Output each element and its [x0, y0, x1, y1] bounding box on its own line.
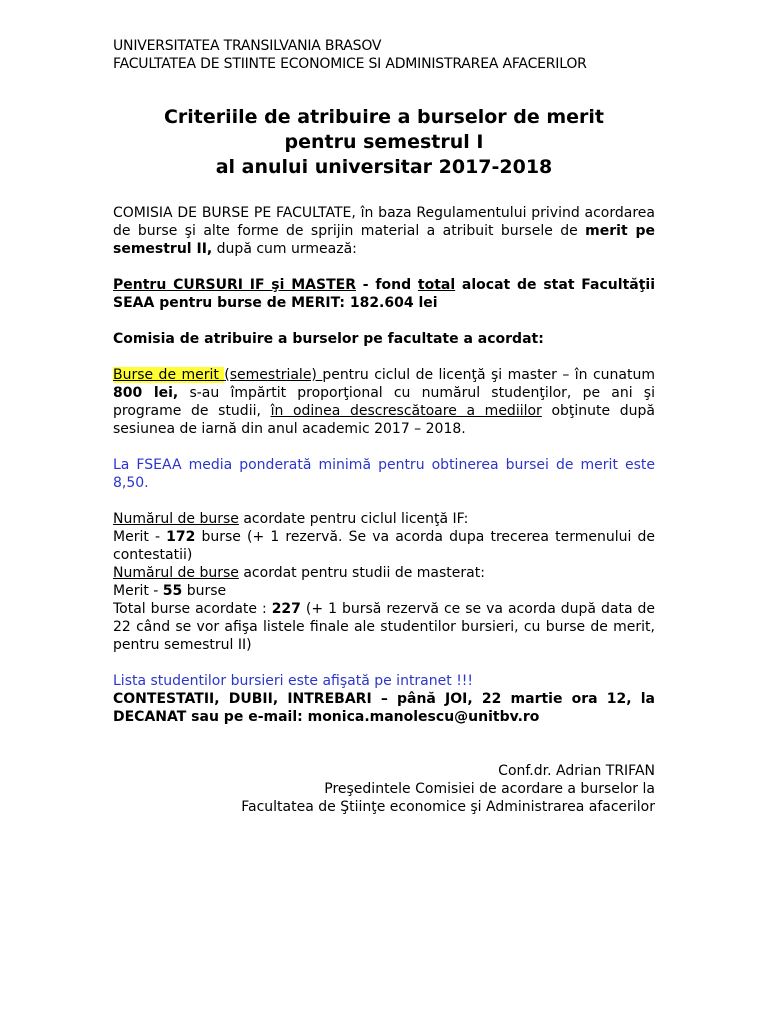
master-merit-suffix: burse — [182, 583, 227, 599]
intro-text-1: COMISIA DE BURSE PE FACULTATE, în baza Regulamentului privind acordarea de burse şi alte forme de sprijin material a atribuit bursele de — [113, 205, 655, 239]
merit-text-3: obţinute după sesiunea de iarnă din anul academic 2017 – 2018. — [113, 403, 655, 437]
title-line-3: al anului universitar 2017-2018 — [215, 156, 553, 178]
bachelor-count-line — [113, 510, 655, 528]
signature-name: Conf.dr. Adrian TRIFAN — [498, 763, 655, 779]
bachelor-count-label: Numărul de burse — [113, 511, 239, 527]
contest-note: CONTESTATII, DUBII, INTREBARI – până JOI, 22 martie ora 12, la DECANAT sau pe e-mail: monica.manolescu@unitbv.ro — [113, 691, 655, 725]
document-title — [113, 105, 655, 180]
fund-programs: Pentru CURSURI IF şi MASTER — [113, 277, 356, 293]
signature-faculty: Facultatea de Ştiinţe economice şi Administrarea afacerilor — [241, 799, 655, 815]
total-number: 227 — [271, 601, 301, 617]
faculty-name: FACULTATEA DE STIINTE ECONOMICE SI ADMINISTRAREA AFACERILOR — [113, 56, 587, 72]
merit-amount: 800 lei, — [113, 385, 179, 401]
document-content — [113, 37, 655, 816]
commission-line: Comisia de atribuire a burselor pe facultate a acordat: — [113, 331, 544, 347]
bachelor-count-text: acordate pentru ciclul licenţă IF: — [238, 511, 469, 527]
total-paragraph — [113, 600, 655, 654]
bachelor-merit-line — [113, 528, 655, 564]
min-average-note: La FSEAA media ponderată minimă pentru obtinerea bursei de merit este 8,50. — [113, 457, 655, 491]
bachelor-merit-number: 172 — [166, 529, 196, 545]
intro-text-2: după cum urmează: — [212, 241, 357, 257]
total-prefix: Total burse acordate : — [113, 601, 272, 617]
bachelor-merit-prefix: Merit - — [113, 529, 167, 545]
merit-highlight: Burse de merit — [113, 367, 225, 383]
intro-paragraph — [113, 204, 655, 258]
master-merit-line — [113, 582, 655, 600]
master-merit-number: 55 — [162, 583, 183, 599]
fund-text-2: alocat de stat Facultăţii SEAA pentru burse de MERIT: 182.604 lei — [113, 277, 655, 311]
fund-text-1: - fond — [355, 277, 418, 293]
fund-total: total — [417, 277, 456, 293]
signature-role: Preşedintele Comisiei de acordare a burselor la — [324, 781, 655, 797]
title-line-1: Criteriile de atribuire a burselor de merit — [163, 106, 605, 128]
bachelor-merit-suffix: burse (+ 1 rezervă. Se va acorda dupa trecerea termenului de contestatii) — [113, 529, 655, 563]
merit-text-1: pentru ciclul de licenţă şi master – în cunatum — [322, 367, 655, 383]
total-suffix: (+ 1 bursă rezervă ce se va acorda după data de 22 când se vor afişa listele finale ale studentilor bursieri, cu burse de merit, pentru semestrul II) — [113, 601, 655, 653]
fund-paragraph — [113, 276, 655, 312]
title-line-2: pentru semestrul I — [284, 131, 484, 153]
merit-semestrial: (semestriale) — [224, 367, 323, 383]
master-count-line — [113, 564, 655, 582]
master-count-label: Numărul de burse — [113, 565, 239, 581]
intro-bold: merit pe semestrul II, — [113, 223, 656, 257]
master-merit-prefix: Merit - — [113, 583, 163, 599]
merit-paragraph — [113, 366, 655, 438]
signature-block — [113, 762, 655, 816]
merit-order: în odinea descrescătoare a mediilor — [270, 403, 542, 419]
merit-text-2: s-au împărtit proporţional cu numărul studenţilor, pe ani şi programe de studii, — [113, 385, 655, 419]
intranet-note: Lista studentilor bursieri este afişată pe intranet !!! — [113, 673, 474, 689]
university-name: UNIVERSITATEA TRANSILVANIA BRASOV — [113, 38, 382, 54]
master-count-text: acordat pentru studii de masterat: — [238, 565, 485, 581]
